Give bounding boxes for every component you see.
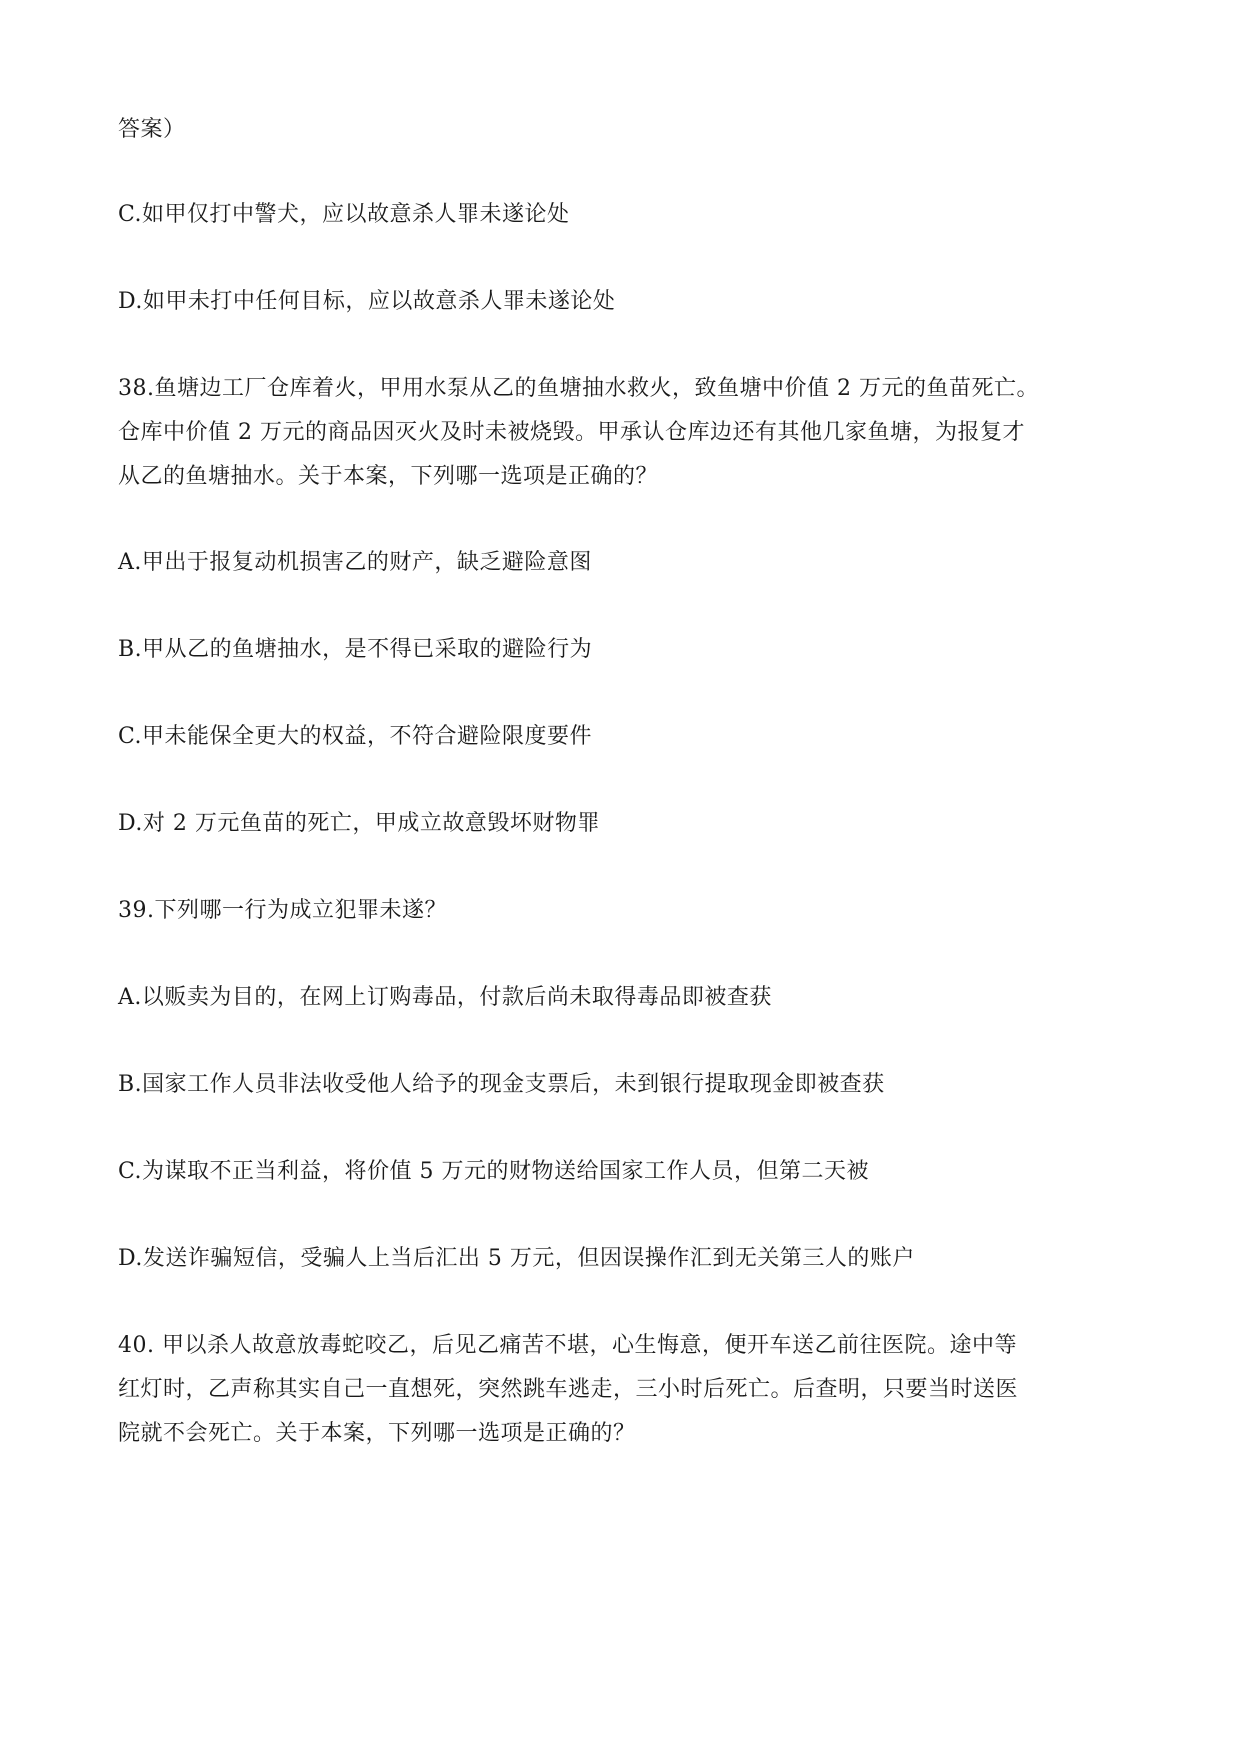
q38-option-c: C.甲未能保全更大的权益，不符合避险限度要件 (118, 724, 593, 749)
q40-stem-line-2: 红灯时，乙声称其实自己一直想死，突然跳车逃走，三小时后死亡。后查明，只要当时送医 (118, 1377, 1019, 1402)
q37-option-c: C.如甲仅打中警犬，应以故意杀人罪未遂论处 (118, 202, 570, 227)
q40-stem-line-1: 40. 甲以杀人故意放毒蛇咬乙，后见乙痛苦不堪，心生悔意，便开车送乙前往医院。途中等 (118, 1333, 1017, 1358)
q40-stem-line-3: 院就不会死亡。关于本案，下列哪一选项是正确的？ (118, 1421, 636, 1446)
q38-option-b: B.甲从乙的鱼塘抽水，是不得已采取的避险行为 (118, 637, 593, 662)
q38-stem-line-3: 从乙的鱼塘抽水。关于本案，下列哪一选项是正确的？ (118, 464, 659, 489)
q39-stem: 39.下列哪一行为成立犯罪未遂？ (118, 898, 447, 923)
q37-option-d: D.如甲未打中任何目标，应以故意杀人罪未遂论处 (118, 289, 616, 314)
q38-stem-line-1: 38.鱼塘边工厂仓库着火，甲用水泵从乙的鱼塘抽水救火，致鱼塘中价值 2 万元的鱼苗死亡。 (118, 376, 1039, 401)
q38-stem-line-2: 仓库中价值 2 万元的商品因灭火及时未被烧毁。甲承认仓库边还有其他几家鱼塘，为报复才 (118, 420, 1025, 445)
q38-option-a: A.甲出于报复动机损害乙的财产，缺乏避险意图 (118, 550, 592, 575)
q39-option-a: A.以贩卖为目的，在网上订购毒品，付款后尚未取得毒品即被查获 (118, 985, 772, 1010)
previous-question-fragment: 答案） (118, 117, 186, 142)
q39-option-c: C.为谋取不正当利益，将价值 5 万元的财物送给国家工作人员，但第二天被 (118, 1159, 870, 1184)
q39-option-b: B.国家工作人员非法收受他人给予的现金支票后，未到银行提取现金即被查获 (118, 1072, 885, 1097)
q39-option-d: D.发送诈骗短信，受骗人上当后汇出 5 万元，但因误操作汇到无关第三人的账户 (118, 1246, 915, 1271)
q38-option-d: D.对 2 万元鱼苗的死亡，甲成立故意毁坏财物罪 (118, 811, 600, 836)
